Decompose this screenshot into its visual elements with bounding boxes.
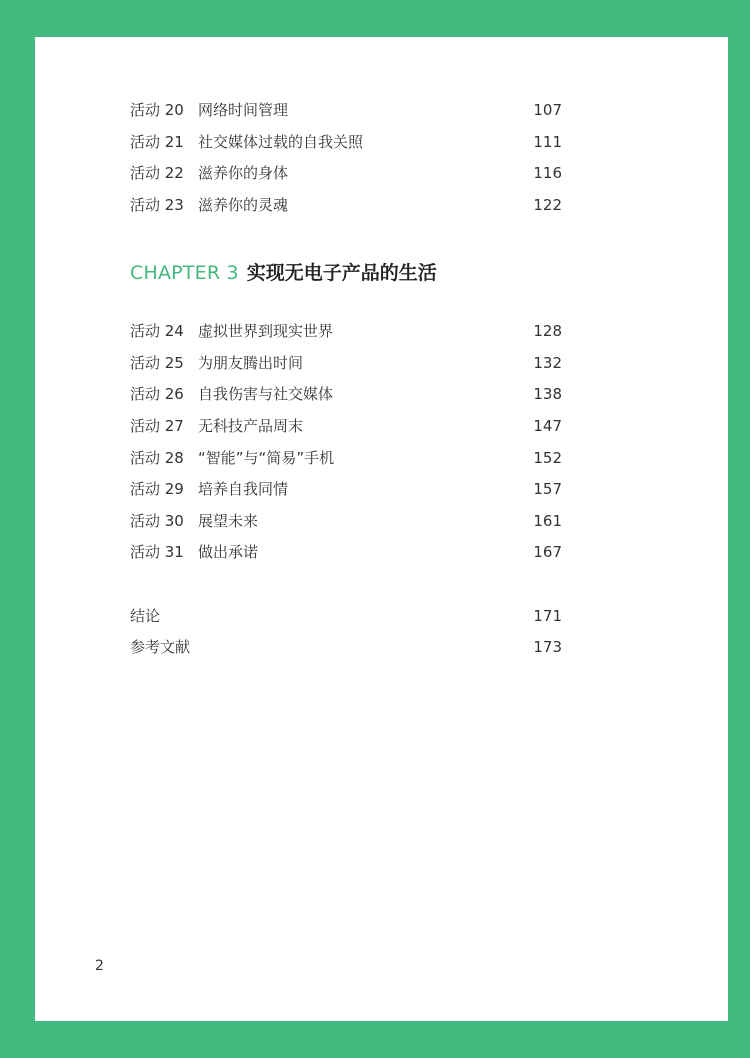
page-ref: 152 xyxy=(533,449,562,467)
page-ref: 161 xyxy=(533,512,562,530)
toc-entry-22[interactable] xyxy=(130,163,562,183)
activity-label: 活动 29 xyxy=(130,480,184,498)
back-matter-title: 参考文献 xyxy=(130,638,191,656)
page-ref: 138 xyxy=(533,385,562,403)
page-ref: 147 xyxy=(533,417,562,435)
page-ref: 128 xyxy=(533,322,562,340)
activity-label: 活动 24 xyxy=(130,322,184,340)
toc-entry-references[interactable] xyxy=(130,637,562,657)
page-number: 2 xyxy=(95,958,104,974)
activity-title: 做出承诺 xyxy=(198,543,259,561)
activity-label: 活动 23 xyxy=(130,196,184,214)
back-matter-title: 结论 xyxy=(130,607,161,625)
activity-title: 培养自我同情 xyxy=(198,480,289,498)
page-ref: 107 xyxy=(533,101,562,119)
activity-title: 滋养你的灵魂 xyxy=(198,196,289,214)
toc-entry-26[interactable] xyxy=(130,384,562,404)
toc-page xyxy=(35,37,728,1021)
activity-title: 无科技产品周末 xyxy=(198,417,304,435)
page-ref: 167 xyxy=(533,543,562,561)
activity-title: 滋养你的身体 xyxy=(198,164,289,182)
page-ref: 171 xyxy=(533,607,562,625)
activity-label: 活动 20 xyxy=(130,101,184,119)
activity-title: 自我伤害与社交媒体 xyxy=(198,385,334,403)
activity-title: “智能”与“简易”手机 xyxy=(198,449,335,467)
activity-title: 为朋友腾出时间 xyxy=(198,354,304,372)
toc-entry-27[interactable] xyxy=(130,416,562,436)
chapter-label: CHAPTER 3 xyxy=(130,262,239,284)
chapter-heading[interactable] xyxy=(130,259,437,287)
toc-entry-24[interactable] xyxy=(130,321,562,341)
activity-label: 活动 28 xyxy=(130,449,184,467)
toc-entry-31[interactable] xyxy=(130,542,562,562)
page-ref: 157 xyxy=(533,480,562,498)
activity-label: 活动 31 xyxy=(130,543,184,561)
page-ref: 122 xyxy=(533,196,562,214)
page-ref: 116 xyxy=(533,164,562,182)
activity-title: 虚拟世界到现实世界 xyxy=(198,322,334,340)
toc-entry-23[interactable] xyxy=(130,195,562,215)
activity-title: 社交媒体过载的自我关照 xyxy=(198,133,364,151)
activity-title: 网络时间管理 xyxy=(198,101,289,119)
activity-label: 活动 26 xyxy=(130,385,184,403)
activity-label: 活动 21 xyxy=(130,133,184,151)
toc-entry-30[interactable] xyxy=(130,511,562,531)
chapter-title: 实现无电子产品的生活 xyxy=(246,262,437,284)
page-ref: 111 xyxy=(533,133,562,151)
activity-label: 活动 27 xyxy=(130,417,184,435)
toc-entry-28[interactable] xyxy=(130,448,562,468)
toc-entry-21[interactable] xyxy=(130,132,562,152)
toc-entry-25[interactable] xyxy=(130,353,562,373)
activity-label: 活动 30 xyxy=(130,512,184,530)
toc-entry-20[interactable] xyxy=(130,100,562,120)
page-ref: 173 xyxy=(533,638,562,656)
activity-label: 活动 25 xyxy=(130,354,184,372)
page-ref: 132 xyxy=(533,354,562,372)
toc-entry-29[interactable] xyxy=(130,479,562,499)
toc-entry-conclusion[interactable] xyxy=(130,606,562,626)
activity-title: 展望未来 xyxy=(198,512,259,530)
activity-label: 活动 22 xyxy=(130,164,184,182)
